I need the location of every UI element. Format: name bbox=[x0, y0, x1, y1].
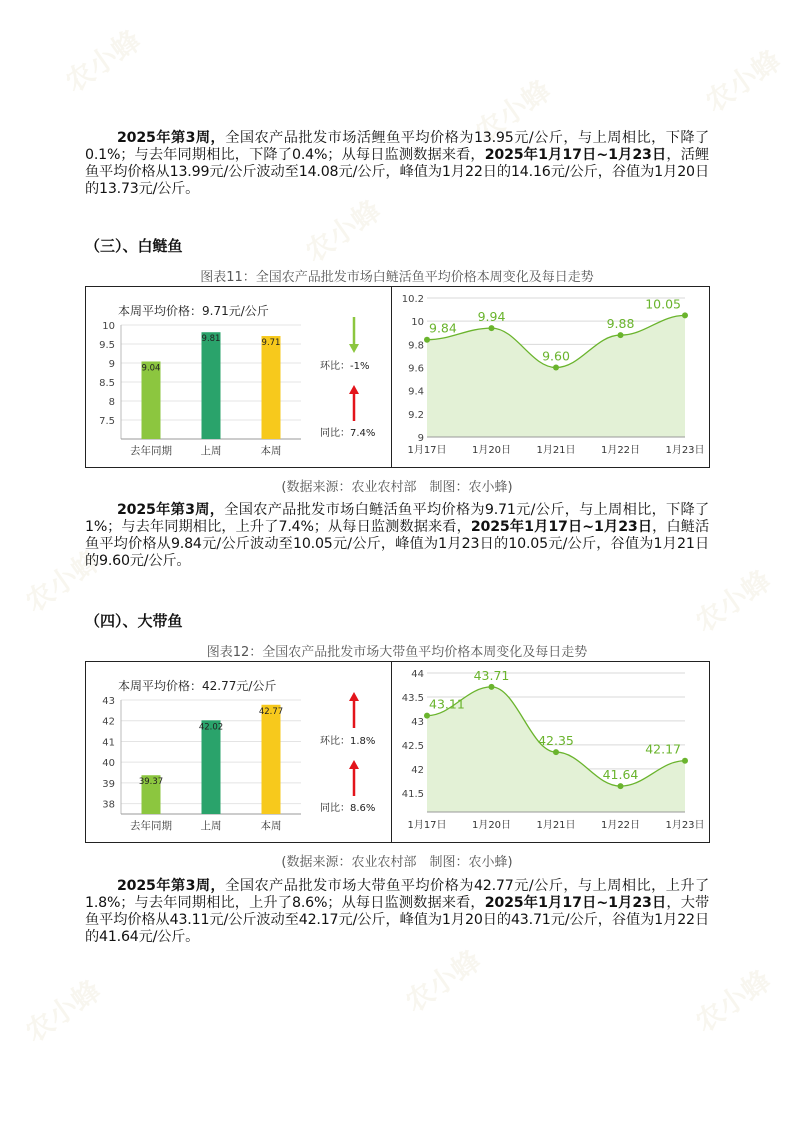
x-tick-label: 1月21日 bbox=[536, 820, 576, 831]
para-date-range: 2025年1月17日~1月23日 bbox=[470, 519, 653, 535]
indicator-value: 1.8% bbox=[350, 736, 376, 747]
arrow-down-icon bbox=[349, 344, 359, 353]
indicator-label: 同比： bbox=[320, 803, 350, 814]
x-tick-label: 1月22日 bbox=[600, 445, 641, 456]
section-heading: （三）、白鲢鱼 bbox=[85, 237, 183, 255]
bar bbox=[262, 705, 281, 814]
data-source: (数据来源：农业农村部 制图：农小蜂) bbox=[281, 855, 513, 870]
x-tick-label: 1月23日 bbox=[665, 820, 705, 831]
bar-chart-panel bbox=[85, 661, 393, 843]
data-point bbox=[424, 337, 430, 343]
watermark: 农小蜂 bbox=[468, 73, 557, 149]
x-tick-label: 1月20日 bbox=[471, 820, 512, 831]
data-label: 9.71 bbox=[261, 338, 281, 349]
data-point bbox=[618, 783, 624, 789]
y-tick-label: 9 bbox=[108, 359, 115, 370]
x-tick-label: 1月23日 bbox=[665, 445, 705, 456]
y-tick-label: 10 bbox=[411, 317, 424, 329]
x-tick-label: 本周 bbox=[260, 820, 282, 832]
data-point bbox=[618, 332, 624, 338]
watermark: 农小蜂 bbox=[18, 543, 107, 619]
y-tick-label: 42 bbox=[411, 764, 424, 776]
chart-title: 本周平均价格：42.77元/公斤 bbox=[118, 679, 277, 693]
para-text: 全国农产品批发市场大带鱼平均价格为42.77元/公斤，与上周相比，上升了1.8%；与去年同期相比，上升了8.6%；从每日监测数据来看， bbox=[85, 878, 710, 911]
line-chart-panel bbox=[391, 286, 710, 468]
y-tick-label: 41.5 bbox=[401, 788, 424, 800]
x-tick-label: 本周 bbox=[260, 445, 282, 457]
line-chart-panel bbox=[391, 661, 710, 843]
bar-chart bbox=[86, 662, 392, 842]
y-tick-label: 38 bbox=[102, 799, 115, 811]
y-tick-label: 42.5 bbox=[401, 740, 424, 752]
chart-title: 本周平均价格：9.71元/公斤 bbox=[118, 304, 269, 318]
data-label: 9.84 bbox=[429, 320, 457, 336]
indicator-label: 环比： bbox=[320, 736, 350, 747]
para-date-range: 2025年1月17日~1月23日 bbox=[484, 147, 667, 163]
y-tick-label: 9 bbox=[417, 433, 424, 444]
bar bbox=[202, 332, 221, 439]
line-chart bbox=[392, 287, 709, 467]
data-point bbox=[682, 758, 688, 764]
y-tick-label: 9.2 bbox=[408, 409, 424, 421]
bar bbox=[202, 720, 221, 814]
bar bbox=[262, 336, 281, 439]
y-tick-label: 10 bbox=[102, 321, 115, 332]
y-tick-label: 43 bbox=[411, 716, 424, 728]
para-text: ，大带鱼平均价格从43.11元/公斤波动至42.17元/公斤，峰值为1月20日的43.71元/公斤，谷值为1月22日的41.64元/公斤。 bbox=[85, 895, 709, 945]
para-text: 全国农产品批发市场活鲤鱼平均价格为13.95元/公斤，与上周相比，下降了0.1%；与去年同期相比，下降了0.4%；从每日监测数据来看， bbox=[85, 130, 710, 163]
data-label: 41.64 bbox=[602, 767, 639, 783]
data-point bbox=[424, 713, 430, 719]
watermark: 农小蜂 bbox=[58, 23, 147, 99]
indicator-value: 8.6% bbox=[350, 803, 376, 814]
arrow-up-icon bbox=[349, 760, 359, 769]
y-tick-label: 7.5 bbox=[99, 416, 115, 427]
data-label: 42.02 bbox=[198, 722, 224, 733]
y-tick-label: 8 bbox=[108, 397, 115, 408]
watermark: 农小蜂 bbox=[698, 43, 787, 119]
arrow-up-icon bbox=[349, 385, 359, 394]
y-tick-label: 8.5 bbox=[99, 378, 115, 389]
data-label: 43.71 bbox=[473, 667, 510, 683]
line-chart bbox=[392, 662, 709, 842]
data-point bbox=[682, 312, 688, 318]
arrow-up-icon bbox=[349, 692, 359, 701]
data-point bbox=[489, 325, 495, 331]
data-source: (数据来源：农业农村部 制图：农小蜂) bbox=[281, 480, 513, 495]
para-text: 全国农产品批发市场白鲢活鱼平均价格为9.71元/公斤，与上周相比，下降了1%；与去年同期相比，上升了7.4%；从每日监测数据来看， bbox=[85, 502, 709, 535]
y-tick-label: 9.8 bbox=[408, 340, 424, 352]
paragraph-hairtail bbox=[85, 878, 709, 946]
x-tick-label: 1月21日 bbox=[536, 445, 576, 456]
y-tick-label: 43.5 bbox=[401, 692, 424, 704]
data-label: 9.04 bbox=[141, 363, 161, 374]
para-lead: 2025年第3周， bbox=[117, 502, 225, 518]
para-text: ，活鲤鱼平均价格从13.99元/公斤波动至14.08元/公斤，峰值为1月22日的14.16元/公斤，谷值为1月20日的13.73元/公斤。 bbox=[85, 147, 709, 197]
data-label: 9.60 bbox=[542, 348, 570, 364]
paragraph-carp bbox=[85, 130, 709, 198]
y-tick-label: 9.5 bbox=[99, 340, 115, 351]
watermark: 农小蜂 bbox=[18, 973, 107, 1049]
figure-caption: 图表11：全国农产品批发市场白鲢活鱼平均价格本周变化及每日走势 bbox=[200, 270, 594, 285]
section-heading: （四）、大带鱼 bbox=[85, 612, 183, 630]
x-tick-label: 1月17日 bbox=[407, 445, 447, 456]
para-lead: 2025年第3周， bbox=[117, 878, 226, 894]
data-point bbox=[489, 684, 495, 690]
indicator-value: -1% bbox=[350, 361, 370, 372]
x-tick-label: 上周 bbox=[200, 445, 222, 457]
data-label: 10.05 bbox=[645, 296, 681, 312]
x-tick-label: 1月20日 bbox=[471, 445, 512, 456]
y-tick-label: 41 bbox=[102, 737, 115, 749]
data-point bbox=[553, 365, 559, 371]
watermark: 农小蜂 bbox=[688, 563, 777, 639]
y-tick-label: 39 bbox=[102, 778, 115, 790]
paragraph-silver-carp bbox=[85, 502, 709, 570]
figure-caption: 图表12：全国农产品批发市场大带鱼平均价格本周变化及每日走势 bbox=[206, 645, 588, 660]
area-fill bbox=[427, 315, 685, 437]
y-tick-label: 43 bbox=[102, 696, 115, 707]
x-tick-label: 上周 bbox=[200, 820, 222, 832]
data-label: 42.77 bbox=[258, 706, 284, 717]
y-tick-label: 40 bbox=[102, 758, 115, 770]
y-tick-label: 9.6 bbox=[408, 363, 424, 375]
data-label: 9.81 bbox=[201, 334, 221, 345]
indicator-label: 同比： bbox=[320, 428, 350, 439]
data-label: 9.94 bbox=[477, 309, 506, 325]
data-label: 39.37 bbox=[138, 777, 164, 788]
indicator-label: 环比： bbox=[320, 361, 350, 372]
x-tick-label: 1月22日 bbox=[600, 820, 641, 831]
indicator-value: 7.4% bbox=[350, 428, 376, 439]
bar-chart bbox=[86, 287, 392, 467]
watermark: 农小蜂 bbox=[398, 943, 487, 1019]
y-tick-label: 42 bbox=[102, 716, 115, 728]
para-date-range: 2025年1月17日~1月23日 bbox=[484, 895, 667, 911]
data-label: 9.88 bbox=[606, 316, 635, 332]
para-lead: 2025年第3周， bbox=[117, 130, 226, 146]
y-tick-label: 9.4 bbox=[408, 386, 424, 398]
data-point bbox=[553, 749, 559, 755]
y-tick-label: 44 bbox=[411, 669, 424, 680]
x-tick-label: 1月17日 bbox=[407, 820, 447, 831]
x-tick-label: 去年同期 bbox=[130, 445, 172, 457]
watermark: 农小蜂 bbox=[298, 193, 387, 269]
para-text: ，白鲢活鱼平均价格从9.84元/公斤波动至10.05元/公斤，峰值为1月23日的10.05元/公斤，谷值为1月21日的9.60元/公斤。 bbox=[85, 519, 709, 569]
data-label: 42.17 bbox=[645, 741, 681, 757]
x-tick-label: 去年同期 bbox=[130, 820, 172, 832]
y-tick-label: 10.2 bbox=[401, 294, 424, 305]
watermark: 农小蜂 bbox=[688, 963, 777, 1039]
data-label: 42.35 bbox=[538, 733, 574, 749]
data-label: 43.11 bbox=[429, 696, 465, 712]
bar-chart-panel bbox=[85, 286, 393, 468]
